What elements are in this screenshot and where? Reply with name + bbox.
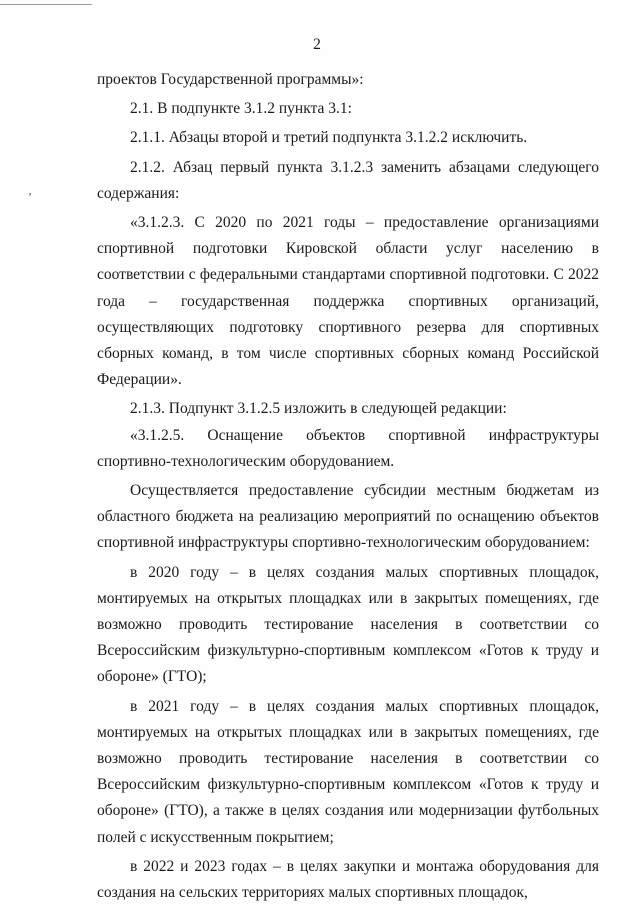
- scan-edge-rule: [0, 4, 92, 5]
- paragraph-subsidy: Осуществляется предоставление субсидии местным бюджетам из областного бюджета на реализацию мероприятий по оснащению объектов спортивной инфраструктуры спортивно-технологическим оборудованием:: [97, 482, 599, 552]
- paragraph-2021: в 2021 году – в целях создания малых спортивных площадок, монтируемых на открытых площадках или в закрытых помещениях, где возможно проводить тестирование населения в соответствии со Всероссийским физкультурно-спортивным комплексом «Готов к труду и обороне» (ГТО), а также в целях создания или модернизации футбольных полей с искусственным покрытием;: [97, 697, 599, 846]
- paragraph-3-1-2-3-quote: «3.1.2.3. С 2020 по 2021 годы – предоставление организациями спортивной подготовки Кировской области услуг населению в соответствии с федеральными стандартами спортивной подготовки. С 2022 года – государственная поддержка спортивных организаций, осуществляющих подготовку спортивного резерва для спортивных сборных команд, в том числе спортивных сборных команд Российской Федерации».: [97, 214, 599, 389]
- paragraph-2-1-2: 2.1.2. Абзац первый пункта 3.1.2.3 заменить абзацами следующего содержания:: [97, 158, 599, 202]
- paragraph-2-1-1: 2.1.1. Абзацы второй и третий подпункта 3.1.2.2 исключить.: [130, 129, 528, 147]
- paragraph-2-1: 2.1. В подпункте 3.1.2 пункта 3.1:: [130, 100, 352, 118]
- paragraph-continuation: проектов Государственной программы»:: [97, 71, 364, 88]
- page-number: 2: [313, 36, 321, 53]
- document-body: [97, 67, 599, 906]
- paragraph-3-1-2-5-quote: «3.1.2.5. Оснащение объектов спортивной инфраструктуры спортивно-технологическим оборудованием.: [97, 426, 599, 470]
- scan-artifact-mark: ‚: [28, 183, 32, 197]
- paragraph-2-1-3: 2.1.3. Подпункт 3.1.2.5 изложить в следующей редакции:: [130, 400, 507, 418]
- paragraph-2020: в 2020 году – в целях создания малых спортивных площадок, монтируемых на открытых площадках или в закрытых помещениях, где возможно проводить тестирование населения в соответствии со Всероссийским физкультурно-спортивным комплексом «Готов к труду и обороне» (ГТО);: [97, 563, 599, 686]
- paragraph-2022-2023: в 2022 и 2023 годах – в целях закупки и монтажа оборудования для создания на сельских территориях малых спортивных площадок,: [97, 857, 599, 902]
